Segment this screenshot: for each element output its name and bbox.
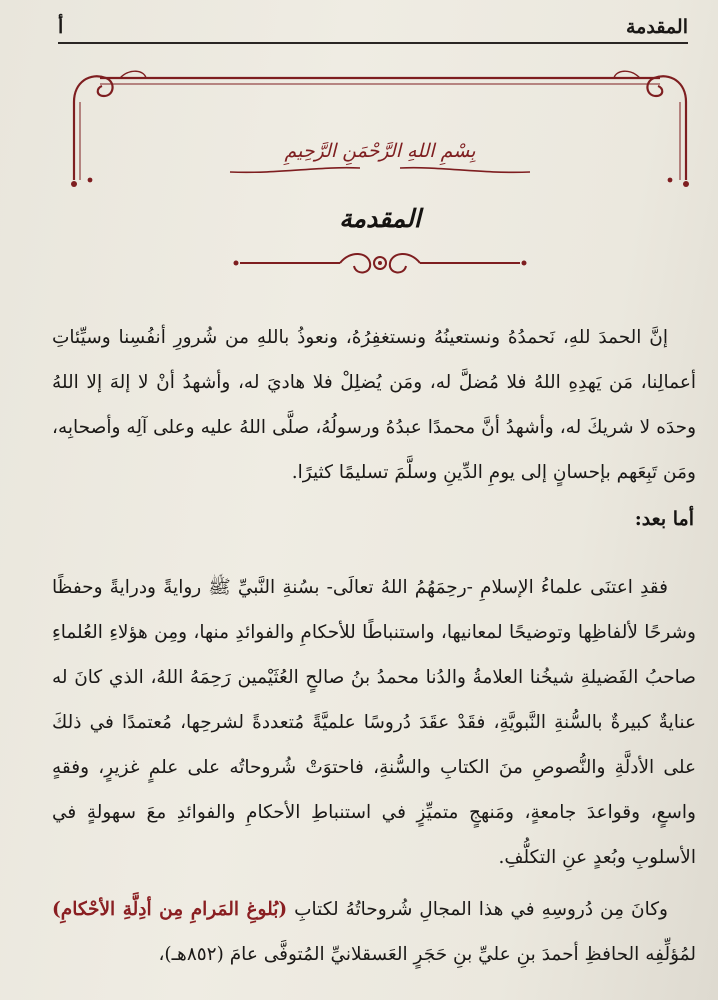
book-title-highlight: (بُلوغِ المَرامِ مِن أدِلَّةِ الأحْكامِ) [52,898,288,920]
running-title: المقدمة [625,16,688,38]
closing-paragraph [52,887,696,977]
page-number: أ [58,16,64,38]
section-title: المقدمة [339,204,421,233]
basmala: بِسْمِ اللهِ الرَّحْمَنِ الرَّحِيمِ [284,140,476,162]
ornamental-frame [60,62,700,192]
amma-bad-heading: أما بعد: [634,508,694,530]
ornamental-divider [230,248,530,278]
paragraph-text-after: لمُؤلِّفِه الحافظِ أحمدَ بنِ عليِّ بنِ حَجَرٍ العَسقلانيِّ المُتوفَّى عامَ (٨٥٢هـ)، [158,943,696,965]
intro-paragraph: إنَّ الحمدَ للهِ، نَحمدُهُ ونستعينُهُ ونستغفِرُهُ، ونعوذُ باللهِ من شُرورِ أنفُسِنا وسيِّئاتِ أعمالِنا، مَن يَهدِهِ اللهُ فلا مُضلَّ له، ومَن يُضلِلْ فلا هاديَ له، وأشهدُ أنْ لا إلهَ إلا اللهُ وحدَه لا شريكَ له، وأشهدُ أنَّ محمدًا عبدُهُ ورسولُهُ، صلَّى اللهُ عليه وعلى آلِه وأصحابِه، ومَن تَبِعَهم بإحسانٍ إلى يومِ الدِّينِ وسلَّمَ تسليمًا كثيرًا. [52,326,696,483]
body-paragraph: فقدِ اعتنَى علماءُ الإسلامِ -رحِمَهُمُ اللهُ تعالَى- بسُنةِ النَّبيِّ ﷺ روايةً ودرايةً وحفظًا وشرحًا لألفاظِها وتوضيحًا لمعانيها، واستنباطًا للأحكامِ والفوائدِ منها، ومِن هؤلاءِ العُلماءِ صاحبُ الفَضيلةِ شيخُنا العلامةُ والدُنا محمدُ بنُ صالحٍ العُثَيْمين رَحِمَهُ اللهُ، الذي كانَ له عنايةٌ كبيرةٌ بالسُّنةِ النَّبويَّةِ، فقَدْ عقَدَ دُروسًا علميَّةً مُتعددةً لشرحِها، مُعتمدًا في ذلكَ على الأدلَّةِ والنُّصوصِ منَ الكتابِ والسُّنةِ، فاحتوَتْ شُروحاتُه على علمٍ غزيرٍ، وفقهٍ واسعٍ، وقواعدَ جامعةٍ، ومَنهجٍ متميِّزٍ في استنباطِ الأحكامِ والفوائدِ معَ سهولةٍ في الأسلوبِ وبُعدٍ عنِ التكلُّفِ. [52,576,696,868]
paragraph-text-before: وكانَ مِن دُروسِهِ في هذا المجالِ شُروحاتُهُ لكتابِ [287,898,668,920]
running-header [58,14,688,44]
header-rule [58,42,688,44]
